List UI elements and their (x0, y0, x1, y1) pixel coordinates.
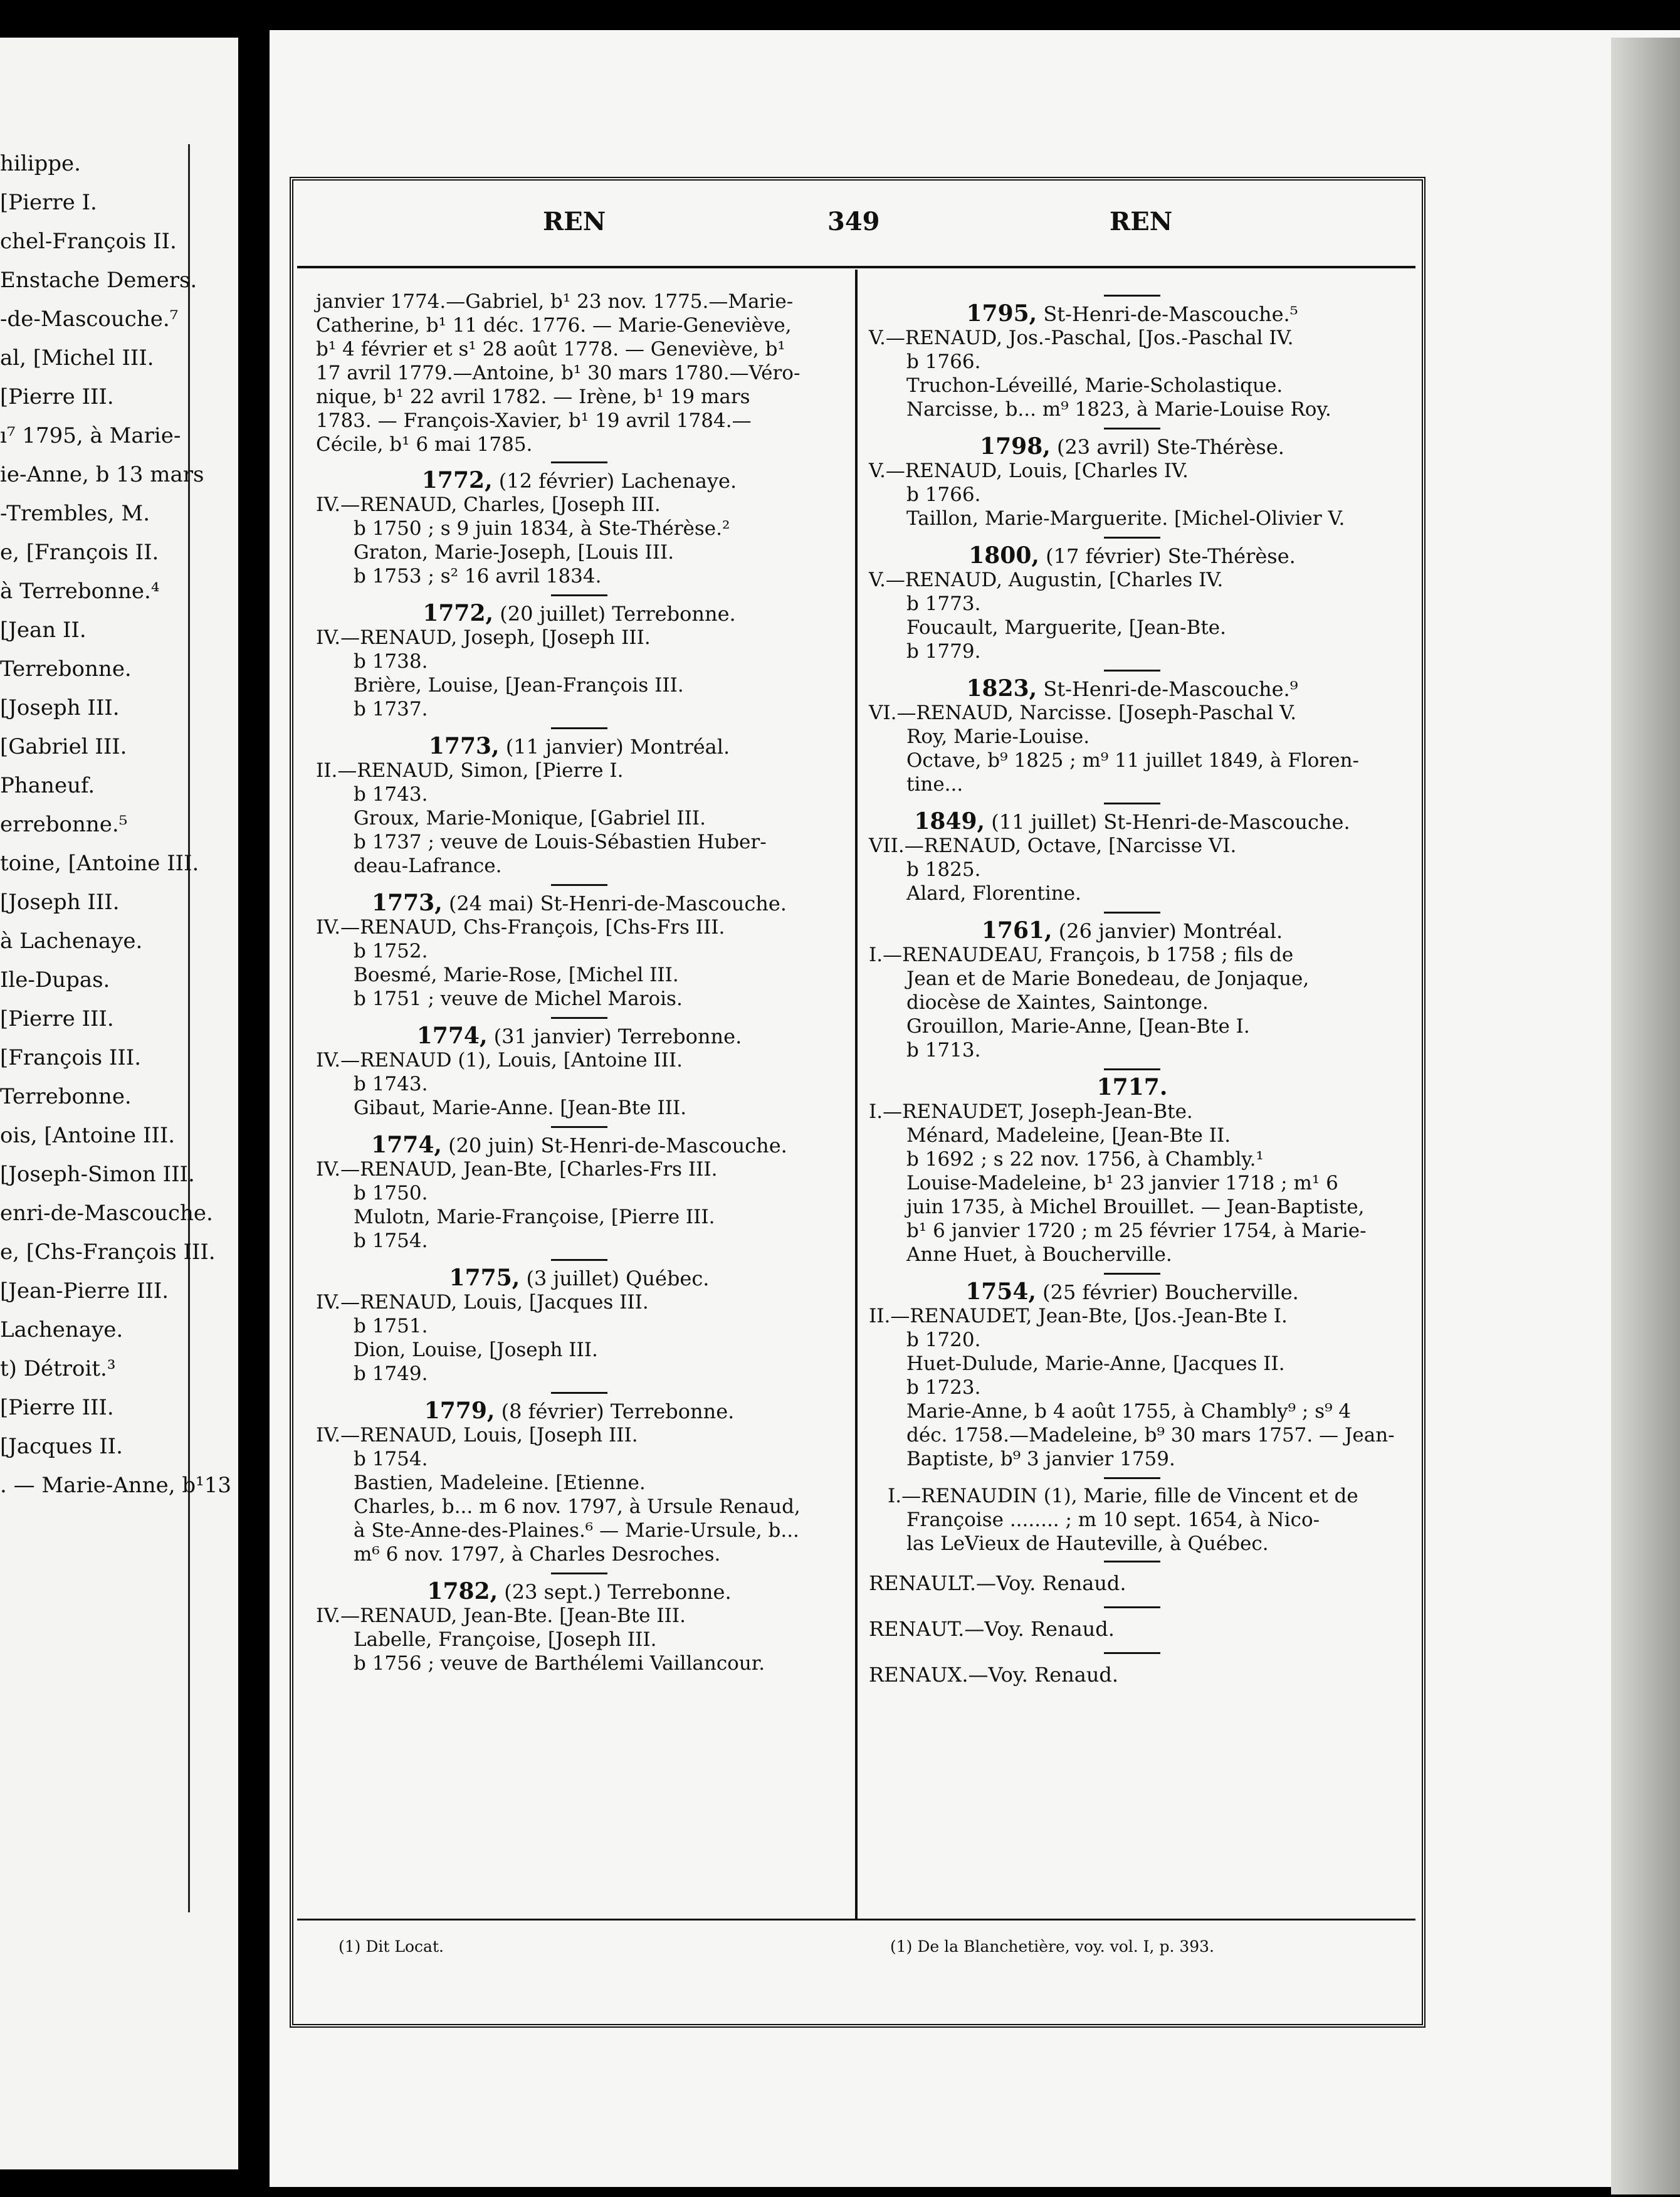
left-page-line: Terrebonne. (0, 1084, 132, 1109)
text-line: janvier 1774.—Gabriel, b¹ 23 nov. 1775.—Marie- (316, 290, 794, 313)
marriage-entry (869, 1280, 1395, 1471)
entry-place: (26 janvier) Montréal. (1052, 919, 1283, 943)
separator (551, 1573, 607, 1574)
text-line: Jean et de Marie Bonedeau, de Jonjaque, (906, 967, 1310, 990)
marriage-entry (316, 734, 843, 878)
text-line: Dion, Louise, [Joseph III. (354, 1339, 598, 1361)
entry-year: 1717. (1096, 1074, 1168, 1100)
entry-heading (869, 435, 1395, 459)
text-line: b 1738. (354, 650, 428, 673)
text-line: b 1749. (354, 1362, 428, 1385)
text-line: I.—RENAUDEAU, François, b 1758 ; fils de (869, 944, 1294, 966)
entry-place: (31 janvier) Terrebonne. (487, 1025, 742, 1048)
left-page-line: [Jean-Pierre III. (0, 1278, 169, 1304)
entry-year: 1773, (372, 890, 443, 916)
left-page-line: -de-Mascouche.⁷ (0, 307, 179, 332)
text-line: II.—RENAUD, Simon, [Pierre I. (316, 759, 624, 782)
left-page-line: [Jacques II. (0, 1434, 123, 1459)
separator (551, 884, 607, 886)
text-line: b 1737. (354, 698, 428, 720)
marriage-entry (316, 1266, 843, 1386)
footnote-rule (297, 1919, 1415, 1920)
renaudin-entry (869, 1484, 1395, 1556)
entry-year: 1774, (371, 1132, 442, 1158)
separator (1104, 537, 1160, 539)
text-line: Brière, Louise, [Jean-François III. (354, 674, 684, 697)
text-line: b¹ 4 février et s¹ 28 août 1778. — Geneviève, b¹ (316, 338, 785, 361)
marriage-entry (869, 677, 1395, 796)
entry-heading (869, 1280, 1395, 1304)
marriage-entry (316, 891, 843, 1011)
text-line: tine... (906, 773, 963, 796)
marriage-entry (316, 1024, 843, 1120)
text-line: Truchon-Léveillé, Marie-Scholastique. (906, 374, 1283, 397)
entry-heading (316, 734, 843, 759)
footnote-left: (1) Dit Locat. (339, 1937, 444, 1956)
text-line: Grouillon, Marie-Anne, [Jean-Bte I. (906, 1015, 1250, 1038)
separator (551, 1017, 607, 1019)
separator (1104, 803, 1160, 804)
text-line: IV.—RENAUD, Louis, [Joseph III. (316, 1424, 638, 1446)
separator (551, 1259, 607, 1261)
text-line: b 1713. (906, 1039, 981, 1062)
entry-heading (316, 1399, 843, 1423)
text-line: b 1773. (906, 593, 981, 615)
left-column (316, 290, 843, 1682)
text-line: b 1766. (906, 350, 981, 373)
entry-year: 1772, (421, 467, 493, 493)
marriage-entry (316, 1133, 843, 1253)
text-line: b 1750. (354, 1182, 428, 1204)
text-line: b 1753 ; s² 16 avril 1834. (354, 565, 602, 587)
text-line: déc. 1758.—Madeleine, b⁹ 30 mars 1757. — Jean- (906, 1424, 1395, 1446)
text-line: Labelle, Françoise, [Joseph III. (354, 1628, 657, 1651)
text-line: Marie-Anne, b 4 août 1755, à Chambly⁹ ; s⁹ 4 (906, 1400, 1352, 1423)
entry-place: (23 avril) Ste-Thérèse. (1050, 435, 1284, 459)
entry-year: 1761, (981, 917, 1053, 944)
entry-heading (869, 919, 1395, 943)
entry-place: (11 juillet) St-Henri-de-Mascouche. (985, 810, 1350, 834)
text-line: IV.—RENAUD, Chs-François, [Chs-Frs III. (316, 916, 725, 939)
entry-year: 1775, (449, 1265, 520, 1291)
text-line: b 1754. (354, 1448, 428, 1470)
left-page-line: toine, [Antoine III. (0, 851, 199, 876)
separator (1104, 1652, 1160, 1654)
entry-heading (869, 809, 1395, 834)
entry-heading (869, 302, 1395, 326)
cross-reference: RENAULT.—Voy. Renaud. (869, 1571, 1126, 1595)
page-edge (1611, 38, 1680, 2194)
left-page-line: Terrebonne. (0, 656, 132, 682)
left-page-line: e, [Chs-François III. (0, 1240, 216, 1265)
text-line: IV.—RENAUD, Charles, [Joseph III. (316, 493, 661, 516)
entry-year: 1795, (966, 300, 1037, 327)
entry-year: 1800, (969, 542, 1039, 569)
separator (1104, 1477, 1160, 1479)
text-line: Catherine, b¹ 11 déc. 1776. — Marie-Geneviève, (316, 314, 792, 337)
text-line: b 1756 ; veuve de Barthélemi Vaillancour. (354, 1652, 765, 1675)
entry-heading (869, 677, 1395, 701)
left-page-line: . — Marie-Anne, b¹13 (0, 1473, 231, 1498)
text-line: m⁶ 6 nov. 1797, à Charles Desroches. (354, 1543, 721, 1566)
text-line: à Ste-Anne-des-Plaines.⁶ — Marie-Ursule, b... (354, 1519, 799, 1542)
marriage-entry (869, 1075, 1395, 1267)
text-line: Mulotn, Marie-Françoise, [Pierre III. (354, 1206, 715, 1228)
left-page-line: à Lachenaye. (0, 929, 143, 954)
right-entries (869, 295, 1395, 1479)
left-page-line: hilippe. (0, 151, 81, 176)
text-line: b 1779. (906, 640, 981, 663)
text-line: I.—RENAUDET, Joseph-Jean-Bte. (869, 1100, 1193, 1123)
left-page-line: Ile-Dupas. (0, 967, 110, 993)
text-line: b 1723. (906, 1376, 981, 1399)
text-line: V.—RENAUD, Jos.-Paschal, [Jos.-Paschal IV. (869, 327, 1294, 349)
entry-year: 1772, (423, 600, 494, 626)
text-line: Taillon, Marie-Marguerite. [Michel-Olivier V. (906, 507, 1345, 530)
left-page-line: al, [Michel III. (0, 345, 154, 371)
separator (1104, 1273, 1160, 1275)
text-line: IV.—RENAUD, Joseph, [Joseph III. (316, 626, 651, 649)
left-page-line: [Pierre III. (0, 1395, 114, 1420)
marriage-entry (869, 919, 1395, 1062)
separator (1104, 1561, 1160, 1562)
text-line: Anne Huet, à Boucherville. (906, 1243, 1172, 1266)
text-line: Cécile, b¹ 6 mai 1785. (316, 433, 533, 456)
left-page-line: à Terrebonne.⁴ (0, 579, 160, 604)
text-line: b 1737 ; veuve de Louis-Sébastien Huber- (354, 831, 767, 853)
left-page-line: [Jean II. (0, 618, 87, 643)
text-line: Bastien, Madeleine. [Etienne. (354, 1472, 646, 1494)
column-divider (855, 270, 858, 1919)
text-line: b 1743. (354, 783, 428, 806)
entry-heading (316, 468, 843, 493)
text-line: V.—RENAUD, Louis, [Charles IV. (869, 460, 1189, 482)
separator (1104, 1068, 1160, 1070)
text-line: Françoise ........ ; m 10 sept. 1654, à Nico- (906, 1509, 1320, 1531)
text-line: 1783. — François-Xavier, b¹ 19 avril 1784.— (316, 409, 752, 432)
text-line: Huet-Dulude, Marie-Anne, [Jacques II. (906, 1352, 1285, 1375)
left-page-line: Phaneuf. (0, 773, 95, 798)
text-line: Louise-Madeleine, b¹ 23 janvier 1718 ; m¹ 6 (906, 1172, 1338, 1194)
entry-heading (316, 1579, 843, 1604)
text-line: Foucault, Marguerite, [Jean-Bte. (906, 616, 1227, 639)
entry-place: St-Henri-de-Mascouche.⁵ (1037, 302, 1298, 326)
left-page-line: [Gabriel III. (0, 734, 127, 759)
text-line: II.—RENAUDET, Jean-Bte, [Jos.-Jean-Bte I. (869, 1305, 1288, 1327)
text-line: IV.—RENAUD, Jean-Bte. [Jean-Bte III. (316, 1604, 686, 1627)
text-line: Charles, b... m 6 nov. 1797, à Ursule Renaud, (354, 1495, 801, 1518)
text-line: 17 avril 1779.—Antoine, b¹ 30 mars 1780.—Véro- (316, 362, 801, 384)
text-line: las LeVieux de Hauteville, à Québec. (906, 1532, 1269, 1555)
left-page-line: chel-François II. (0, 229, 177, 254)
text-line: VI.—RENAUD, Narcisse. [Joseph-Paschal V. (869, 702, 1297, 724)
text-line: b 1743. (354, 1073, 428, 1095)
separator (1104, 670, 1160, 672)
left-page-line: [Joseph III. (0, 890, 120, 915)
entry-year: 1782, (427, 1578, 498, 1604)
entry-place: (20 juin) St-Henri-de-Mascouche. (441, 1134, 787, 1157)
left-page-line: e, [François II. (0, 540, 159, 565)
entry-year: 1774, (416, 1023, 488, 1049)
left-page-line: ois, [Antoine III. (0, 1123, 176, 1148)
left-page-line: [Pierre III. (0, 1006, 114, 1031)
entry-heading (316, 1266, 843, 1290)
left-page-line: [François III. (0, 1045, 142, 1070)
entry-year: 1754, (965, 1278, 1036, 1305)
page-number: 349 (827, 207, 880, 236)
left-page-line: ı⁷ 1795, à Marie- (0, 423, 181, 448)
entry-heading (316, 891, 843, 915)
entry-place: (3 juillet) Québec. (520, 1267, 710, 1290)
left-page-line: [Pierre III. (0, 384, 114, 409)
text-line: b 1751. (354, 1315, 428, 1337)
text-line: IV.—RENAUD (1), Louis, [Antoine III. (316, 1049, 683, 1072)
continued-entry (316, 290, 843, 456)
text-line: IV.—RENAUD, Louis, [Jacques III. (316, 1291, 649, 1314)
left-page-line: [Joseph-Simon III. (0, 1162, 195, 1187)
marriage-entry (869, 435, 1395, 530)
entry-heading (869, 544, 1395, 568)
text-line: Alard, Florentine. (906, 882, 1081, 905)
footnote-right: (1) De la Blanchetière, voy. vol. I, p. 393. (890, 1937, 1215, 1956)
entry-year: 1773, (428, 733, 500, 759)
cross-reference: RENAUX.—Voy. Renaud. (869, 1663, 1119, 1687)
left-page-line: Lachenaye. (0, 1317, 123, 1342)
left-page-line: ie-Anne, b 13 mars (0, 462, 204, 487)
entry-place: (23 sept.) Terrebonne. (498, 1580, 732, 1604)
left-page-line: [Joseph III. (0, 695, 120, 720)
left-page-line: Enstache Demers. (0, 268, 197, 293)
text-line: b 1751 ; veuve de Michel Marois. (354, 988, 683, 1010)
entry-year: 1823, (966, 675, 1037, 702)
text-line: V.—RENAUD, Augustin, [Charles IV. (869, 569, 1224, 591)
marriage-entry (316, 601, 843, 721)
left-page-line: enri-de-Mascouche. (0, 1201, 213, 1226)
entry-place: (17 février) Ste-Thérèse. (1039, 544, 1296, 568)
text-line: deau-Lafrance. (354, 855, 502, 877)
separator (551, 594, 607, 596)
entry-place: (24 mai) St-Henri-de-Mascouche. (442, 892, 787, 915)
header-left: REN (543, 207, 606, 236)
text-line: b 1766. (906, 483, 981, 506)
separator (1104, 295, 1160, 297)
entry-year: 1798, (980, 433, 1051, 460)
entry-place: (12 février) Lachenaye. (492, 469, 737, 493)
text-line: b 1720. (906, 1329, 981, 1351)
marriage-entry (316, 468, 843, 588)
text-line: Groux, Marie-Monique, [Gabriel III. (354, 807, 706, 830)
entry-heading (316, 1133, 843, 1157)
text-line: b 1750 ; s 9 juin 1834, à Ste-Thérèse.² (354, 517, 730, 540)
text-line: Narcisse, b... m⁹ 1823, à Marie-Louise Roy. (906, 398, 1331, 421)
text-line: Graton, Marie-Joseph, [Louis III. (354, 541, 675, 564)
entry-place: (20 juillet) Terrebonne. (493, 602, 736, 626)
text-line: b 1754. (354, 1230, 428, 1252)
text-line: VII.—RENAUD, Octave, [Narcisse VI. (869, 835, 1237, 857)
text-line: Boesmé, Marie-Rose, [Michel III. (354, 964, 679, 986)
entry-place: (8 février) Terrebonne. (495, 1399, 735, 1423)
entry-heading (869, 1075, 1395, 1100)
separator (1104, 912, 1160, 914)
text-line: diocèse de Xaintes, Saintonge. (906, 991, 1209, 1014)
entry-place: (11 janvier) Montréal. (499, 735, 730, 759)
entry-heading (316, 601, 843, 626)
text-line: IV.—RENAUD, Jean-Bte, [Charles-Frs III. (316, 1158, 718, 1181)
text-line: b¹ 6 janvier 1720 ; m 25 février 1754, à Marie- (906, 1220, 1367, 1242)
header-right: REN (1110, 207, 1173, 236)
left-page-line: [Pierre I. (0, 190, 97, 215)
cross-reference: RENAUT.—Voy. Renaud. (869, 1617, 1115, 1641)
header-rule (297, 266, 1415, 268)
page-header (295, 207, 1410, 245)
marriage-entry (316, 1579, 843, 1675)
left-page-line: t) Détroit.³ (0, 1356, 116, 1381)
separator (1104, 428, 1160, 429)
marriage-entry (316, 1399, 843, 1566)
right-column (869, 290, 1395, 1698)
left-page-text (0, 144, 231, 1505)
text-line: b 1692 ; s 22 nov. 1756, à Chambly.¹ (906, 1148, 1264, 1171)
left-page-line: -Trembles, M. (0, 501, 150, 526)
text-line: Ménard, Madeleine, [Jean-Bte II. (906, 1124, 1231, 1147)
separator (551, 1392, 607, 1394)
left-page-line: errebonne.⁵ (0, 812, 128, 837)
text-line: Baptiste, b⁹ 3 janvier 1759. (906, 1448, 1175, 1470)
separator (1104, 1606, 1160, 1608)
marriage-entry (869, 809, 1395, 905)
separator (551, 1126, 607, 1128)
text-line: b 1752. (354, 940, 428, 962)
text-line: Gibaut, Marie-Anne. [Jean-Bte III. (354, 1097, 687, 1119)
entry-place: (25 février) Boucherville. (1036, 1280, 1299, 1304)
text-line: b 1825. (906, 858, 981, 881)
text-line: I.—RENAUDIN (1), Marie, fille de Vincent et de (888, 1485, 1358, 1507)
marriage-entry (869, 302, 1395, 421)
text-line: juin 1735, à Michel Brouillet. — Jean-Baptiste, (906, 1196, 1365, 1218)
text-line: Roy, Marie-Louise. (906, 725, 1090, 748)
left-entries (316, 461, 843, 1675)
entry-year: 1849, (914, 808, 985, 835)
text-line: nique, b¹ 22 avril 1782. — Irène, b¹ 19 mars (316, 386, 750, 408)
entry-heading (316, 1024, 843, 1048)
entry-place: St-Henri-de-Mascouche.⁹ (1037, 677, 1298, 701)
separator (551, 727, 607, 729)
entry-year: 1779, (424, 1398, 495, 1424)
text-line: Octave, b⁹ 1825 ; m⁹ 11 juillet 1849, à Floren- (906, 749, 1360, 772)
marriage-entry (869, 544, 1395, 663)
separator (551, 461, 607, 463)
